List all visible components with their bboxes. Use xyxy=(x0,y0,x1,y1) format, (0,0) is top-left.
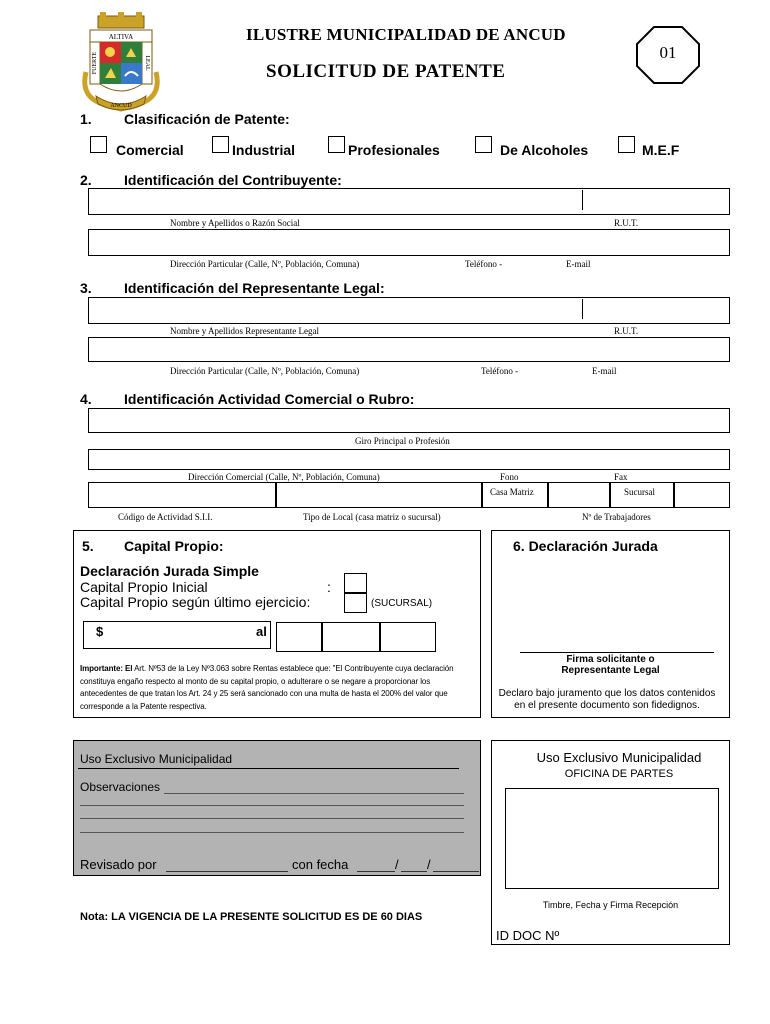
observations-label: Observaciones xyxy=(80,780,161,794)
initial-capital-checkbox[interactable] xyxy=(344,573,367,593)
giro-label: Giro Principal o Profesión xyxy=(355,436,450,446)
contributor-name-field[interactable] xyxy=(88,188,730,215)
section6-title: 6. Declaración Jurada xyxy=(513,538,658,554)
svg-text:ANCUD: ANCUD xyxy=(110,103,132,109)
municipal-title-underline xyxy=(78,768,459,769)
svg-text:ALTIVA: ALTIVA xyxy=(108,33,134,41)
contributor-email-label: E-mail xyxy=(566,259,591,269)
local-type-label: Tipo de Local (casa matriz o sucursal) xyxy=(303,512,441,522)
commercial-address-label: Dirección Comercial (Calle, Nº, Población, Comuna) xyxy=(188,472,380,482)
section5-number: 5. xyxy=(82,538,94,554)
signature-line xyxy=(520,652,714,653)
giro-field[interactable] xyxy=(88,408,730,433)
contributor-name-label: Nombre y Apellidos o Razón Social xyxy=(170,218,300,228)
representative-name-field[interactable] xyxy=(88,297,730,324)
stamp-label: Timbre, Fecha y Firma Recepción xyxy=(542,900,679,910)
form-number-badge xyxy=(636,26,700,84)
option-profesionales: Profesionales xyxy=(348,142,440,158)
oath-line-1: Declaro bajo juramento que los datos contenidos xyxy=(498,688,716,699)
section5-title: Capital Propio: xyxy=(124,538,224,554)
casa-matriz-label: Casa Matriz xyxy=(490,487,534,497)
reviewed-by-line[interactable] xyxy=(166,871,288,872)
id-doc-label: ID DOC Nº xyxy=(496,928,560,943)
form-number: 01 xyxy=(659,43,677,62)
representative-rut-label: R.U.T. xyxy=(614,326,639,336)
option-de-alcoholes: De Alcoholes xyxy=(500,142,589,158)
svg-text:LEAL: LEAL xyxy=(144,55,150,71)
sii-code-field[interactable] xyxy=(88,482,276,508)
checkbox-comercial[interactable] xyxy=(90,136,107,153)
last-capital-checkbox[interactable] xyxy=(344,593,367,613)
checkbox-profesionales[interactable] xyxy=(328,136,345,153)
section3-number: 3. xyxy=(80,280,92,296)
sucursal-note: (SUCURSAL) xyxy=(371,598,433,609)
form-title: SOLICITUD DE PATENTE xyxy=(266,61,506,82)
section4-number: 4. xyxy=(80,391,92,407)
initial-capital-label: Capital Propio Inicial xyxy=(80,579,208,595)
date-day-line[interactable] xyxy=(357,871,395,872)
oath-line-2: en el presente documento son fidedignos. xyxy=(514,700,700,711)
validity-note: Nota: LA VIGENCIA DE LA PRESENTE SOLICITUD ES DE 60 DIAS xyxy=(80,911,423,923)
date-separator-1: / xyxy=(395,857,399,872)
important-label: Importante: El xyxy=(80,664,133,673)
representative-name-label: Nombre y Apellidos Representante Legal xyxy=(170,326,319,336)
date-month-field[interactable] xyxy=(322,622,380,652)
date-month-line[interactable] xyxy=(401,871,427,872)
contributor-address-field[interactable] xyxy=(88,229,730,256)
last-capital-label: Capital Propio según último ejercicio: xyxy=(80,594,311,610)
rut-divider xyxy=(582,190,583,210)
representative-address-field[interactable] xyxy=(88,337,730,362)
reception-stamp-area[interactable] xyxy=(505,788,719,889)
date-separator-2: / xyxy=(427,857,431,872)
section2-title: Identificación del Contribuyente: xyxy=(124,172,342,188)
svg-text:FUERTE: FUERTE xyxy=(92,51,98,75)
option-comercial: Comercial xyxy=(116,142,184,158)
sucursal-label: Sucursal xyxy=(624,487,655,497)
option-industrial: Industrial xyxy=(232,142,296,158)
observations-line-1[interactable] xyxy=(164,793,464,794)
date-year-line[interactable] xyxy=(433,871,479,872)
section3-title: Identificación del Representante Legal: xyxy=(124,280,385,296)
sucursal-field[interactable] xyxy=(674,482,730,508)
checkbox-de-alcoholes[interactable] xyxy=(475,136,492,153)
municipal-crest-logo xyxy=(78,12,164,112)
observations-line-2[interactable] xyxy=(80,805,464,806)
office-use-subtitle: OFICINA DE PARTES xyxy=(564,768,674,780)
signature-label-2: Representante Legal xyxy=(561,665,660,676)
commercial-fono-label: Fono xyxy=(500,472,519,482)
section2-number: 2. xyxy=(80,172,92,188)
observations-line-4[interactable] xyxy=(80,832,464,833)
section1-number: 1. xyxy=(80,111,92,127)
al-label: al xyxy=(256,624,267,639)
commercial-address-field[interactable] xyxy=(88,449,730,470)
rep-rut-divider xyxy=(582,299,583,319)
municipal-use-title: Uso Exclusivo Municipalidad xyxy=(80,752,233,766)
capital-amount-field[interactable] xyxy=(83,621,271,649)
workers-label: Nº de Trabajadores xyxy=(582,512,651,522)
sii-code-label: Código de Actividad S.I.I. xyxy=(118,512,213,522)
representative-address-label: Dirección Particular (Calle, Nº, Población, Comuna) xyxy=(170,366,360,376)
signature-label-1: Firma solicitante o xyxy=(566,654,655,665)
representative-email-label: E-mail xyxy=(592,366,617,376)
local-type-field[interactable] xyxy=(276,482,482,508)
observations-line-3[interactable] xyxy=(80,818,464,819)
currency-symbol: $ xyxy=(96,624,104,639)
important-note xyxy=(80,663,476,713)
contributor-rut-label: R.U.T. xyxy=(614,218,639,228)
with-date-label: con fecha xyxy=(292,857,349,872)
date-day-field[interactable] xyxy=(276,622,322,652)
important-text: Art. Nº53 de la Ley Nº3.063 sobre Rentas establece que: "El Contribuyente cuya declaración constituya engaño respecto al monto de su capital propio, o adulterare o se negare a proporcionar los antecedentes de que tratan los Art. 24 y 25 será sancionado con una multa de hasta el 200% del valor que corresponde a la Patente respectiva. xyxy=(80,664,454,711)
checkbox-industrial[interactable] xyxy=(212,136,229,153)
option-mef: M.E.F xyxy=(642,142,680,158)
section1-title: Clasificación de Patente: xyxy=(124,111,290,127)
checkbox-mef[interactable] xyxy=(618,136,635,153)
initial-capital-colon: : xyxy=(327,579,331,595)
municipality-name: ILUSTRE MUNICIPALIDAD DE ANCUD xyxy=(246,25,566,44)
representative-phone-label: Teléfono - xyxy=(481,366,519,376)
commercial-fax-label: Fax xyxy=(614,472,628,482)
reviewed-by-label: Revisado por xyxy=(80,857,157,872)
date-year-field[interactable] xyxy=(380,622,436,652)
contributor-phone-label: Teléfono - xyxy=(465,259,503,269)
office-use-title: Uso Exclusivo Municipalidad xyxy=(536,750,702,765)
casa-matriz-field[interactable] xyxy=(548,482,610,508)
sworn-declaration-subtitle: Declaración Jurada Simple xyxy=(80,563,259,579)
section4-title: Identificación Actividad Comercial o Rubro: xyxy=(124,391,415,407)
contributor-address-label: Dirección Particular (Calle, Nº, Población, Comuna) xyxy=(170,259,360,269)
